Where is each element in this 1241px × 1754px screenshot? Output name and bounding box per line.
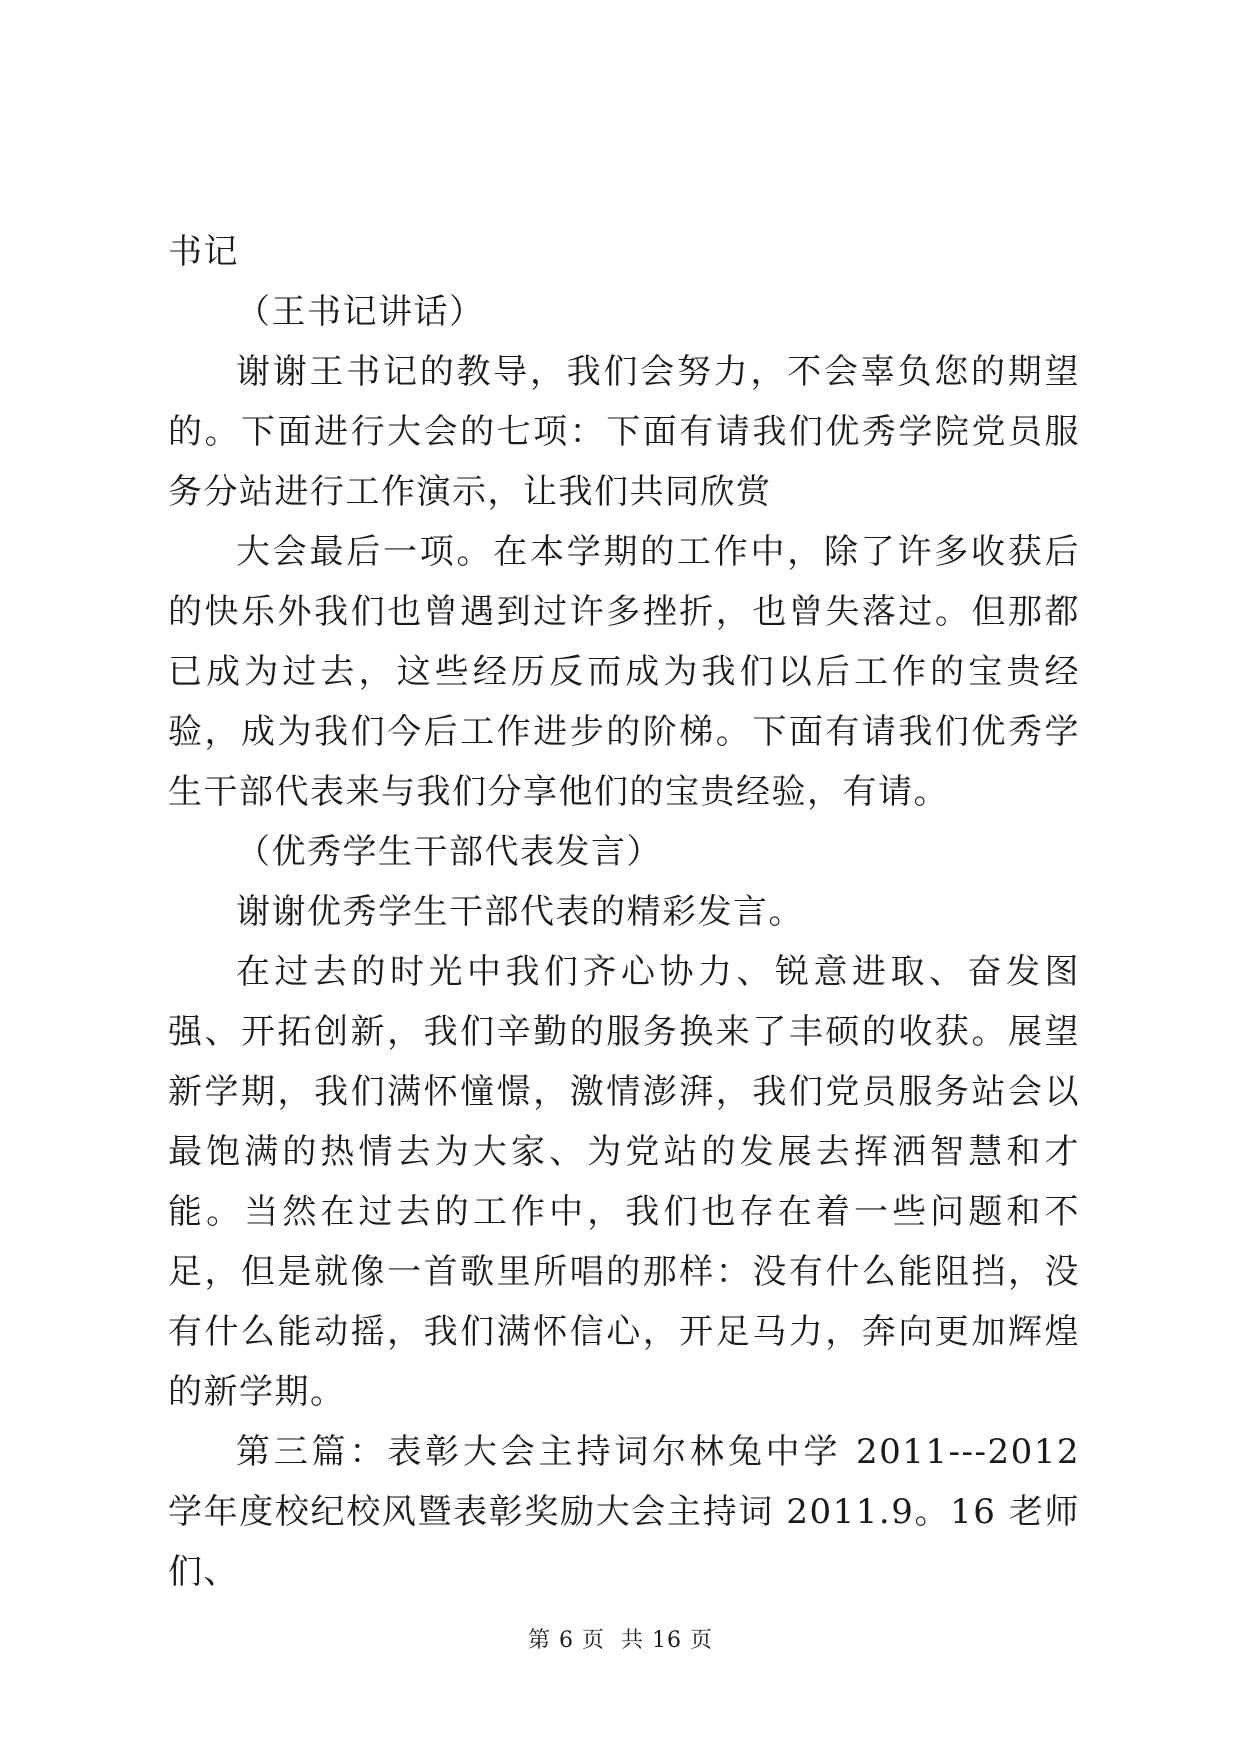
page-total: 共 16 页 [621, 1628, 713, 1653]
paragraph-1: 书记 [168, 232, 239, 272]
paragraph-6: 谢谢优秀学生干部代表的精彩发言。 [236, 892, 804, 932]
paragraph-3: 谢谢王书记的教导，我们会努力，不会辜负您的期望的。下面进行大会的七项：下面有请我们优秀学院党员服务分站进行工作演示，让我们共同欣赏 [168, 352, 1080, 512]
page-number: 第 6 页 [528, 1628, 605, 1653]
page-footer [0, 1626, 1241, 1656]
document-body [168, 222, 1080, 1602]
paragraph-2: （王书记讲话） [236, 292, 485, 332]
paragraph-7: 在过去的时光中我们齐心协力、锐意进取、奋发图强、开拓创新，我们辛勤的服务换来了丰硕的收获。展望新学期，我们满怀憧憬，激情澎湃，我们党员服务站会以最饱满的热情去为大家、为党站的发展去挥洒智慧和才能。当然在过去的工作中，我们也存在着一些问题和不足，但是就像一首歌里所唱的那样：没有什么能阻挡，没有什么能动摇，我们满怀信心，开足马力，奔向更加辉煌的新学期。 [168, 952, 1080, 1412]
paragraph-5: （优秀学生干部代表发言） [236, 832, 662, 872]
paragraph-4: 大会最后一项。在本学期的工作中，除了许多收获后的快乐外我们也曾遇到过许多挫折，也曾失落过。但那都已成为过去，这些经历反而成为我们以后工作的宝贵经验，成为我们今后工作进步的阶梯。下面有请我们优秀学生干部代表来与我们分享他们的宝贵经验，有请。 [168, 532, 1080, 812]
paragraph-8: 第三篇：表彰大会主持词尔林兔中学 2011---2012 学年度校纪校风暨表彰奖励大会主持词 2011.9。16 老师们、 [168, 1432, 1080, 1592]
